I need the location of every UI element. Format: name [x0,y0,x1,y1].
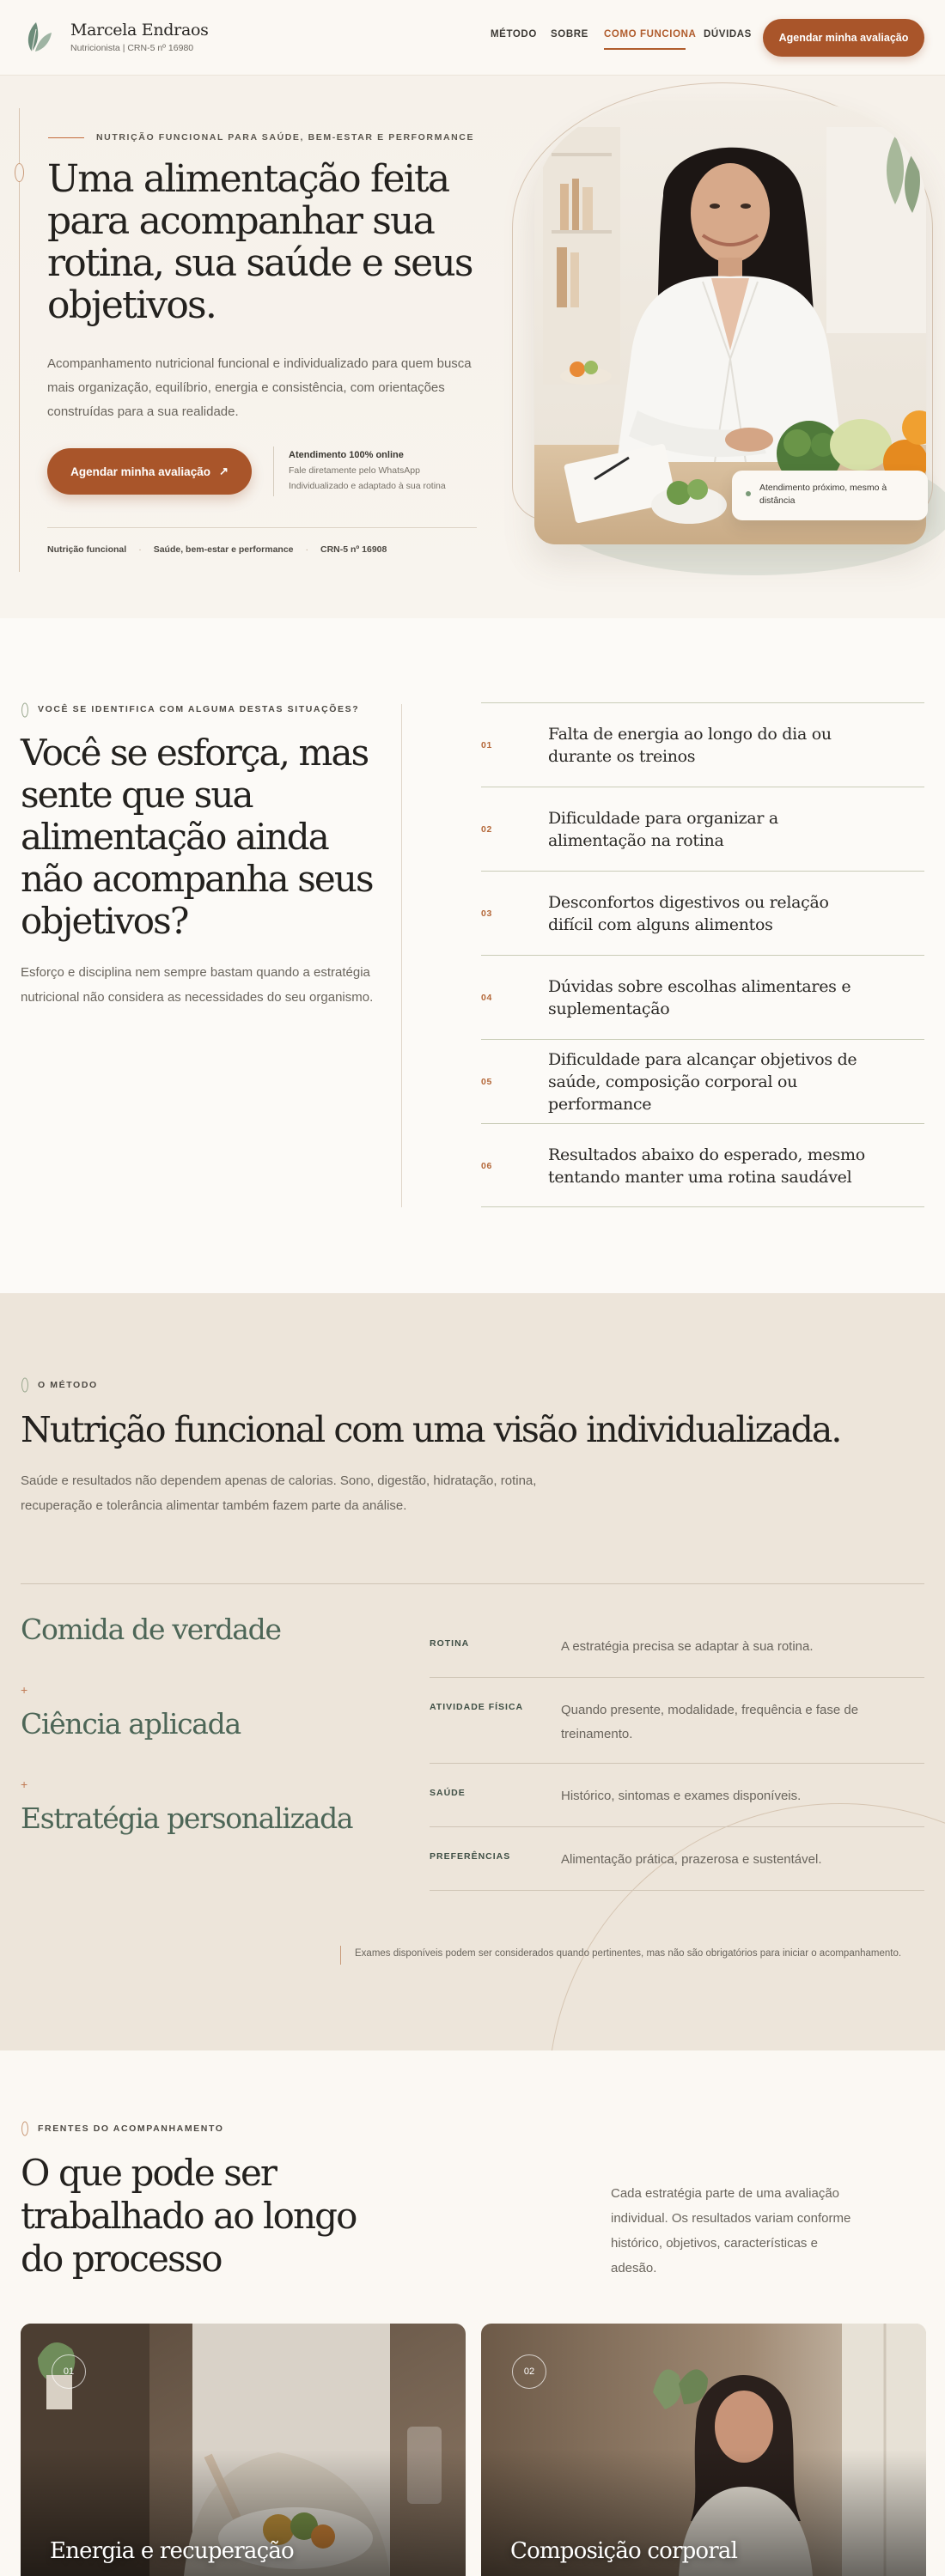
hero-info-line-2: Individualizado e adaptado à sua rotina [289,481,446,491]
brand-subtitle: Nutricionista | CRN-5 nº 16980 [70,43,194,53]
item-text: Dúvidas sobre escolhas alimentares e suplementação [548,977,851,1018]
method-description: Saúde e resultados não dependem apenas de calorias. Sono, digestão, hidratação, rotina, recuperação e tolerância alimentar também fazem parte da análise. [21,1473,537,1513]
arrow-up-right-icon: ↗ [218,465,229,477]
nav-como-funciona[interactable]: COMO FUNCIONA [604,29,697,39]
identify-title: Você se esforça, mas sente que sua alimentação ainda não acompanha seus objetivos? [21,732,373,942]
item-number: 04 [481,993,492,1003]
hero-tags [47,544,387,555]
factor-label: SAÚDE [430,1788,466,1798]
hero-info-divider [273,447,274,496]
identify-description: Esforço e disciplina nem sempre bastam quando a estratégia nutricional não considera as necessidades do seu organismo. [21,965,374,1005]
list-item [481,702,924,787]
factor-list [430,1614,924,1891]
list-item [430,1614,924,1678]
pillar-personal-strategy: Estratégia personalizada [21,1801,353,1835]
eyebrow-line [48,137,84,138]
pillar-applied-science: Ciência aplicada [21,1707,241,1741]
note-divider [340,1946,341,1965]
list-item [430,1764,924,1827]
factor-label: PREFERÊNCIAS [430,1851,511,1862]
card-title: Energia e recuperação [50,2538,294,2564]
tag-separator: · [305,544,308,555]
factor-label: ROTINA [430,1638,470,1649]
list-item [430,1827,924,1891]
front-card-energy[interactable] [21,2324,466,2576]
leaf-outline-icon [21,702,29,718]
nav-duvidas[interactable]: DÚVIDAS [704,29,752,39]
card-title: Composição corporal [510,2538,738,2564]
hero-badge [732,471,928,520]
hero-info-line-1: Fale diretamente pelo WhatsApp [289,465,420,476]
plus-icon: + [21,1777,28,1791]
list-item [481,1123,924,1207]
hero-tag: Saúde, bem-estar e performance [153,544,294,555]
hero-cta-label: Agendar minha avaliação [70,465,210,478]
item-number: 01 [481,740,492,750]
list-item [481,787,924,871]
pillar-real-food: Comida de verdade [21,1613,281,1646]
item-text: Dificuldade para alcançar objetivos de saúde, composição corporal ou performance [548,1050,857,1114]
method-title: Nutrição funcional com uma visão individualizada. [21,1409,841,1450]
fronts-description: Cada estratégia parte de uma avaliação individual. Os resultados variam conforme histórico, objetivos, características e adesão. [611,2186,851,2275]
fronts-title: O que pode ser trabalhado ao longo do processo [21,2152,357,2280]
nav-metodo[interactable]: MÉTODO [491,29,537,39]
nav-active-underline [604,48,686,50]
factor-text: A estratégia precisa se adaptar à sua rotina. [561,1639,814,1654]
identify-divider [401,704,402,1207]
list-item [430,1678,924,1764]
problem-list [481,702,924,1207]
item-number: 06 [481,1161,492,1171]
hero-decor-leaf [15,163,24,182]
card-number: 01 [52,2354,86,2389]
factor-label: ATIVIDADE FÍSICA [430,1702,524,1712]
hero-badge-text: Atendimento próximo, mesmo à distância [759,483,887,506]
nav-sobre[interactable]: SOBRE [551,29,588,39]
hero-tag: Nutrição funcional [47,544,127,555]
method-divider [21,1583,924,1584]
hero-tag: CRN-5 nº 16908 [320,544,387,555]
item-text: Falta de energia ao longo do dia ou durante os treinos [548,725,832,766]
list-item [481,955,924,1039]
badge-dot-icon [746,491,751,496]
tag-separator: · [138,544,142,555]
hero-divider [47,527,477,528]
item-number: 02 [481,824,492,835]
front-card-body[interactable] [481,2324,926,2576]
method-eyebrow: O MÉTODO [38,1380,98,1390]
leaf-outline-icon [21,1377,29,1393]
card-number: 02 [512,2354,546,2389]
brand-name[interactable]: Marcela Endraos [70,21,209,39]
item-text: Dificuldade para organizar a alimentação na rotina [548,809,778,850]
hero-schedule-button[interactable] [47,448,252,495]
method-note: Exames disponíveis podem ser considerados quando pertinentes, mas não são obrigatórios para iniciar o acompanhamento. [355,1948,902,1959]
factor-text: Histórico, sintomas e exames disponíveis. [561,1789,802,1803]
header-schedule-button[interactable]: Agendar minha avaliação [763,19,924,57]
factor-text: Quando presente, modalidade, frequência e fase de treinamento. [561,1703,859,1741]
hero-info-title: Atendimento 100% online [289,450,404,460]
identify-eyebrow: VOCÊ SE IDENTIFICA COM ALGUMA DESTAS SITUAÇÕES? [38,704,360,714]
hero-eyebrow: NUTRIÇÃO FUNCIONAL PARA SAÚDE, BEM-ESTAR E PERFORMANCE [96,132,475,143]
hero-description: Acompanhamento nutricional funcional e individualizado para quem busca mais organização, equilíbrio, energia e consistência, com orientações construídas para a sua realidade. [47,356,472,419]
item-text: Desconfortos digestivos ou relação difícil com alguns alimentos [548,893,829,934]
factor-text: Alimentação prática, prazerosa e sustentável. [561,1852,822,1867]
list-item [481,1039,924,1123]
site-header [0,0,945,76]
item-text: Resultados abaixo do esperado, mesmo tentando manter uma rotina saudável [548,1145,865,1187]
leaf-logo-icon[interactable] [24,19,53,55]
leaf-outline-icon [21,2121,29,2136]
hero-title: Uma alimentação feita para acompanhar sua rotina, sua saúde e seus objetivos. [47,157,472,327]
item-number: 03 [481,908,492,919]
fronts-eyebrow: FRENTES DO ACOMPANHAMENTO [38,2123,224,2134]
plus-icon: + [21,1683,28,1697]
item-number: 05 [481,1077,492,1087]
list-item [481,871,924,955]
